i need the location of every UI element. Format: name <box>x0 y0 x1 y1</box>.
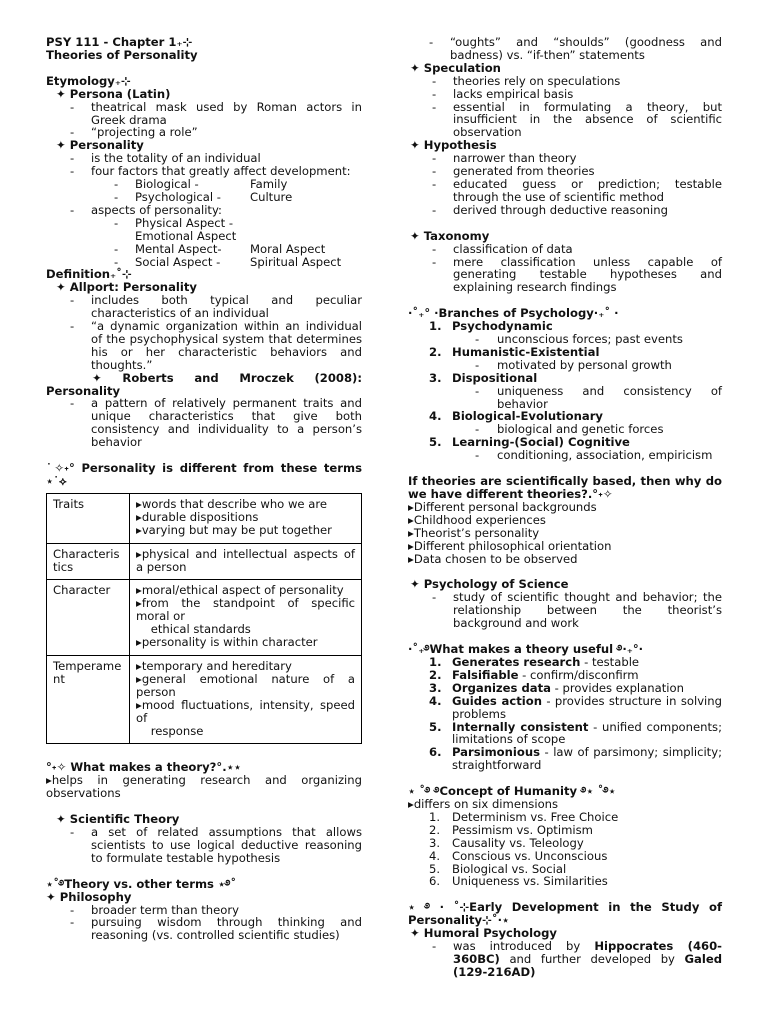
list-item <box>408 410 722 436</box>
list-item: - educated guess or prediction; testable through the use of scientific method <box>408 178 722 204</box>
branch-desc: - motivated by personal growth <box>408 359 722 372</box>
branches-list <box>408 320 722 462</box>
desc-line: ▸varying but may be put together <box>136 522 332 537</box>
aspect-right: Emotional Aspect <box>135 228 237 243</box>
list-item <box>408 940 722 979</box>
desc-line: ▸words that describe who we are <box>136 496 328 511</box>
term-cell: Characteristics <box>47 543 130 580</box>
scientific-theory-heading: ✦ Scientific Theory <box>56 812 180 827</box>
list-item <box>408 346 722 372</box>
list-item: - narrower than theory <box>408 152 722 165</box>
desc-line: ▸durable dispositions <box>136 509 259 524</box>
list-item: - derived through deductive reasoning <box>408 204 722 217</box>
definition-heading: Definition₊˚⊹ <box>46 267 132 282</box>
list-item: - generated from theories <box>408 165 722 178</box>
humoral-text: was introduced by <box>453 939 595 954</box>
aspect-row <box>46 256 362 269</box>
why-item: ▸Theorist’s personality <box>408 525 540 540</box>
branch-desc: - uniqueness and consistency of behavior <box>408 385 722 411</box>
list-item: 3. Causality vs. Teleology <box>408 837 722 850</box>
left-column <box>46 36 362 942</box>
desc-cell <box>130 493 362 543</box>
list-item: - pursuing wisdom through thinking and reasoning (vs. controlled scientific studies) <box>46 916 362 942</box>
useful-term: Falsifiable <box>452 667 519 682</box>
desc-line: ▸moral/ethical aspect of personality <box>136 583 344 598</box>
desc-line: ▸temporary and hereditary <box>136 658 292 673</box>
desc-line: ▸physical and intellectual aspects of a person <box>136 546 355 574</box>
useful-term: Parsimonious <box>452 745 540 760</box>
why-item: ▸Different personal backgrounds <box>408 499 597 514</box>
list-item: 2. Pessimism vs. Optimism <box>408 824 722 837</box>
galed: Galed (129-216AD) <box>453 952 722 979</box>
aspect-right: Moral Aspect <box>250 241 326 256</box>
list-item <box>408 436 722 462</box>
scientific-theory-list <box>46 826 362 865</box>
term-cell: Temperament <box>47 655 130 743</box>
roberts-heading: ✦ Roberts and Mroczek (2008): Personality <box>46 370 362 398</box>
branch-name: Psychodynamic <box>452 319 553 334</box>
humanity-heading: ⋆ ˚࿔ ࿔Concept of Humanity ࿔⋆ ˚࿔⋆ <box>408 784 616 799</box>
useful-term: Generates research <box>452 654 581 669</box>
factor-left: - Biological - <box>135 177 199 192</box>
term-cell: Traits <box>47 493 130 543</box>
philosophy-list <box>46 904 362 943</box>
hypothesis-heading: ✦ Hypothesis <box>410 138 497 153</box>
branch-name: Learning-(Social) Cognitive <box>452 435 630 450</box>
taxonomy-list <box>408 243 722 295</box>
doc-subtitle: Theories of Personality <box>46 47 198 62</box>
list-item: - a set of related assumptions that allows scientists to use logical deductive reasoning to formulate testable hypothesis <box>46 826 362 865</box>
factor-right: Culture <box>250 189 293 204</box>
useful-list <box>408 656 722 772</box>
list-item: - includes both typical and peculiar characteristics of an individual <box>46 294 362 320</box>
list-item-text: aspects of personality: <box>91 202 222 217</box>
humoral-list <box>408 940 722 979</box>
table-row <box>47 493 362 543</box>
list-item <box>408 721 722 747</box>
list-item: 6. Uniqueness vs. Similarities <box>408 875 722 888</box>
list-item: - lacks empirical basis <box>408 88 722 101</box>
useful-desc: - provides structure in solving problems <box>452 693 722 721</box>
philosophy-heading: ✦ Philosophy <box>46 889 132 904</box>
useful-term: Organizes data <box>452 680 551 695</box>
why-item: ▸Different philosophical orientation <box>408 538 612 553</box>
list-item <box>408 372 722 411</box>
etymology-heading: Etymology₊⊹ <box>46 73 131 88</box>
allport-heading: ✦ Allport: Personality <box>56 280 197 295</box>
aspect-left: - Mental Aspect- <box>135 241 222 256</box>
personality-heading: ✦ Personality <box>56 138 144 153</box>
list-item: - “projecting a role” <box>46 126 362 139</box>
hypothesis-list <box>408 152 722 217</box>
desc-line: ▸personality is within character <box>136 635 318 650</box>
list-item: 1. Determinism vs. Free Choice <box>408 811 722 824</box>
list-item <box>408 746 722 772</box>
branch-name: Biological-Evolutionary <box>452 409 603 424</box>
list-item <box>46 204 362 269</box>
list-item: - a pattern of relatively permanent traits and unique characteristics that give both consistency and individuality to a person’s behavior <box>46 397 362 449</box>
list-item: 5. Biological vs. Social <box>408 863 722 876</box>
early-development-heading: ⋆ ࿔ · ˚⊹Early Development in the Study of Personality⊹˚·⋆ <box>408 900 722 928</box>
personality-list <box>46 152 362 268</box>
aspect-row <box>46 217 362 243</box>
list-item: - broader term than theory <box>46 904 362 917</box>
factor-left: - Psychological - <box>135 189 221 204</box>
aspect-row <box>46 243 362 256</box>
aspect-right: Spiritual Aspect <box>250 254 342 269</box>
list-item: - theatrical mask used by Roman actors in Greek drama <box>46 101 362 127</box>
useful-desc: - testable <box>580 654 640 669</box>
humanity-text: ▸differs on six dimensions <box>408 797 559 812</box>
branches-heading: ·˚₊° ·Branches of Psychology·₊˚ · <box>408 306 619 321</box>
doc-title: PSY 111 - Chapter 1₊⊹ <box>46 35 193 49</box>
hippocrates: Hippocrates (460-360BC) <box>453 939 722 966</box>
theory-vs-heading: ⋆˚࿔Theory vs. other terms ⋆࿔˚ <box>46 876 237 891</box>
branch-name: Dispositional <box>452 370 538 385</box>
table-row <box>47 655 362 743</box>
table-row <box>47 580 362 656</box>
psychology-of-science-list <box>408 591 722 630</box>
why-heading: If theories are scientifically based, then why do we have different theories?.°˖✧ <box>408 474 722 501</box>
desc-line: ▸mood fluctuations, intensity, speed of <box>136 697 355 725</box>
list-item <box>46 165 362 204</box>
branch-desc: - conditioning, association, empiricism <box>408 449 722 462</box>
psychology-of-science-heading: ✦ Psychology of Science <box>410 577 569 592</box>
desc-cell <box>130 655 362 743</box>
useful-desc: - confirm/disconfirm <box>518 667 639 682</box>
useful-desc: - law of parsimony; simplicity; straightforward <box>452 745 722 773</box>
list-item: - is the totality of an individual <box>46 152 362 165</box>
list-item: - theories rely on speculations <box>408 75 722 88</box>
list-item <box>408 320 722 346</box>
what-makes-theory-heading: °˖✧ What makes a theory?°.⋆⋆ <box>46 760 242 775</box>
taxonomy-heading: ✦ Taxonomy <box>410 228 490 243</box>
aspect-left: - Physical Aspect - <box>135 215 234 230</box>
why-item: ▸Childhood experiences <box>408 512 546 527</box>
list-item: 4. Conscious vs. Unconscious <box>408 850 722 863</box>
desc-line: response <box>136 723 204 738</box>
humoral-text: and further developed by <box>499 952 685 966</box>
useful-desc: - provides explanation <box>550 680 684 695</box>
useful-term: Internally consistent <box>452 719 589 734</box>
list-item: - mere classification unless capable of generating testable hypotheses and explaining research findings <box>408 256 722 295</box>
list-item-text: four factors that greatly affect development: <box>91 164 351 179</box>
desc-line: ▸from the standpoint of specific moral or <box>136 596 355 624</box>
aspect-left: - Social Aspect - <box>135 254 221 269</box>
why-item: ▸Data chosen to be observed <box>408 551 578 566</box>
list-item: - “a dynamic organization within an individual of the psychophysical system that determines his or her characteristic behaviors and thoughts.” <box>46 320 362 372</box>
useful-term: Guides action <box>452 693 542 708</box>
useful-heading: ·˚₊࿔What makes a theory useful ࿔·₊°· <box>408 642 644 657</box>
terms-table <box>46 493 362 745</box>
list-item <box>408 695 722 721</box>
useful-desc: - unified components; limitations of scope <box>452 719 722 747</box>
list-item: - classification of data <box>408 243 722 256</box>
desc-line: ▸general emotional nature of a person <box>136 671 355 699</box>
persona-heading: ✦ Persona (Latin) <box>56 86 171 101</box>
speculation-heading: ✦ Speculation <box>410 60 501 75</box>
different-terms-heading: ˙✧˖° Personality is different from these terms ⋆˙⟡ <box>46 461 362 488</box>
branch-desc: - unconscious forces; past events <box>408 333 722 346</box>
theory-text: ▸helps in generating research and organizing observations <box>46 773 362 801</box>
term-cell: Character <box>47 580 130 656</box>
roberts-list <box>46 397 362 449</box>
desc-cell <box>130 580 362 656</box>
desc-line: ethical standards <box>136 622 251 637</box>
branch-desc: - biological and genetic forces <box>408 423 722 436</box>
desc-cell <box>130 543 362 580</box>
table-row <box>47 543 362 580</box>
allport-list <box>46 294 362 371</box>
list-item: - essential in formulating a theory, but insufficient in the absence of scientific observation <box>408 101 722 140</box>
branch-name: Humanistic-Existential <box>452 344 600 359</box>
list-item: - study of scientific thought and behavior; the relationship between the theorist’s background and work <box>408 591 722 630</box>
persona-list <box>46 101 362 140</box>
speculation-list <box>408 75 722 140</box>
dimensions-list <box>408 811 722 888</box>
humoral-heading: ✦ Humoral Psychology <box>410 926 557 941</box>
oughts-list <box>405 36 722 62</box>
list-item: - “oughts” and “shoulds” (goodness and badness) vs. “if-then” statements <box>405 36 722 62</box>
factor-right: Family <box>250 177 288 192</box>
right-column <box>408 36 722 979</box>
